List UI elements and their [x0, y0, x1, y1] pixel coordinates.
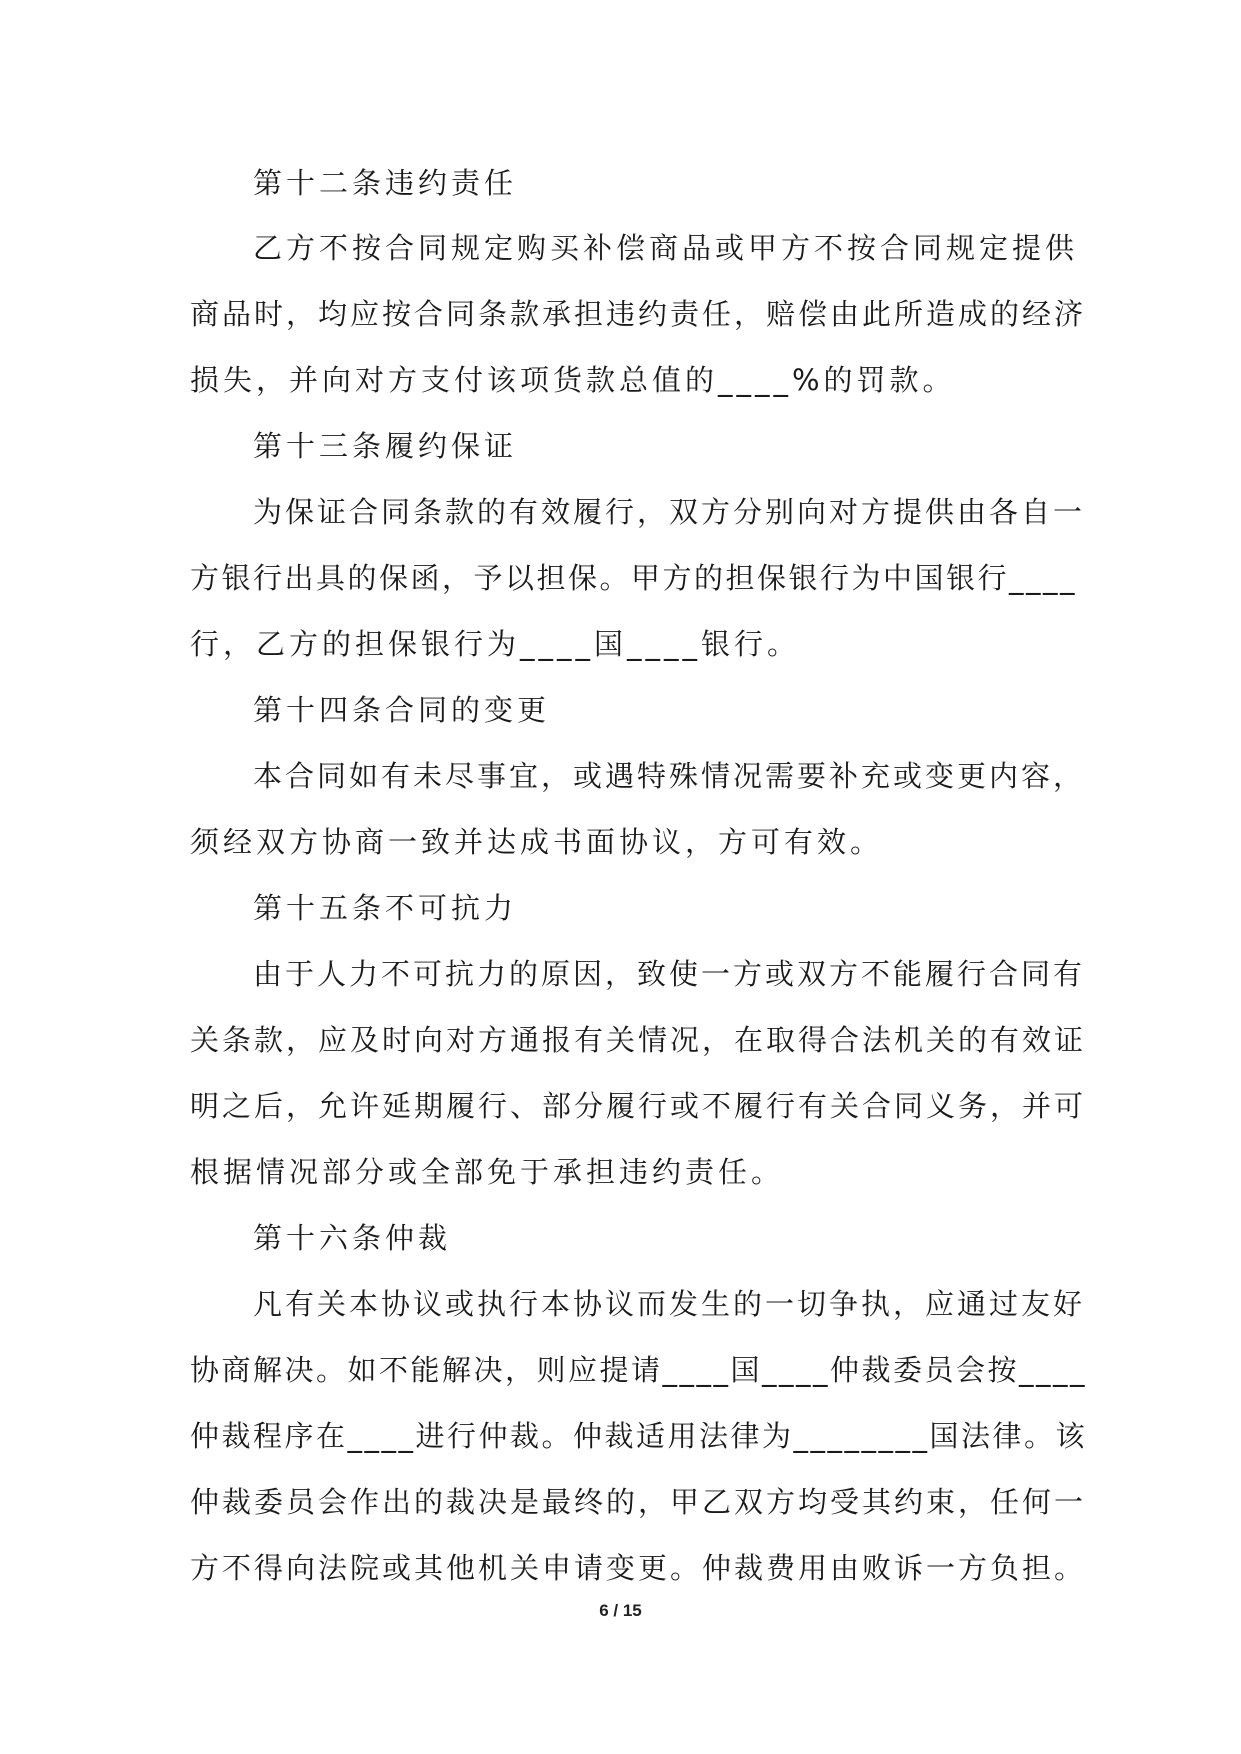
article-13-heading: 第十三条履约保证 — [253, 429, 518, 463]
paragraph-line: 方不得向法院或其他机关申请变更。仲裁费用由败诉一方负担。 — [190, 1551, 1087, 1585]
paragraph-line: 仲裁委员会作出的裁决是最终的，甲乙双方均受其约束，任何一 — [190, 1485, 1087, 1519]
paragraph-line: 根据情况部分或全部免于承担违约责任。 — [190, 1155, 785, 1189]
paragraph-line: 方银行出具的保函，予以担保。甲方的担保银行为中国银行____ — [190, 561, 1078, 595]
paragraph-line: 凡有关本协议或执行本协议而发生的一切争执，应通过友好 — [253, 1287, 1086, 1321]
page-number: 6 / 15 — [599, 1601, 642, 1620]
paragraph-line: 行，乙方的担保银行为____国____银行。 — [190, 627, 801, 661]
paragraph-line: 为保证合同条款的有效履行，双方分别向对方提供由各自一 — [253, 495, 1086, 529]
paragraph-line: 须经双方协商一致并达成书面协议，方可有效。 — [190, 825, 884, 859]
article-15-heading: 第十五条不可抗力 — [253, 891, 518, 925]
article-12-heading: 第十二条违约责任 — [253, 166, 518, 200]
paragraph-line: 关条款，应及时向对方通报有关情况，在取得合法机关的有效证 — [190, 1023, 1087, 1057]
paragraph-line: 损失，并向对方支付该项货款总值的____%的罚款。 — [190, 363, 956, 397]
article-14-heading: 第十四条合同的变更 — [253, 693, 551, 727]
paragraph-line: 明之后，允许延期履行、部分履行或不履行有关合同义务，并可 — [190, 1089, 1087, 1123]
paragraph-line: 由于人力不可抗力的原因，致使一方或双方不能履行合同有 — [253, 957, 1086, 991]
paragraph-line: 仲裁程序在____进行仲裁。仲裁适用法律为________国法律。该 — [190, 1419, 1088, 1453]
paragraph-line: 协商解决。如不能解决，则应提请____国____仲裁委员会按____ — [190, 1353, 1088, 1387]
paragraph-line: 商品时，均应按合同条款承担违约责任，赔偿由此所造成的经济 — [190, 297, 1087, 331]
article-16-heading: 第十六条仲裁 — [253, 1221, 452, 1255]
paragraph-line: 本合同如有未尽事宜，或遇特殊情况需要补充或变更内容， — [253, 759, 1086, 793]
paragraph-line: 乙方不按合同规定购买补偿商品或甲方不按合同规定提供 — [253, 231, 1079, 265]
